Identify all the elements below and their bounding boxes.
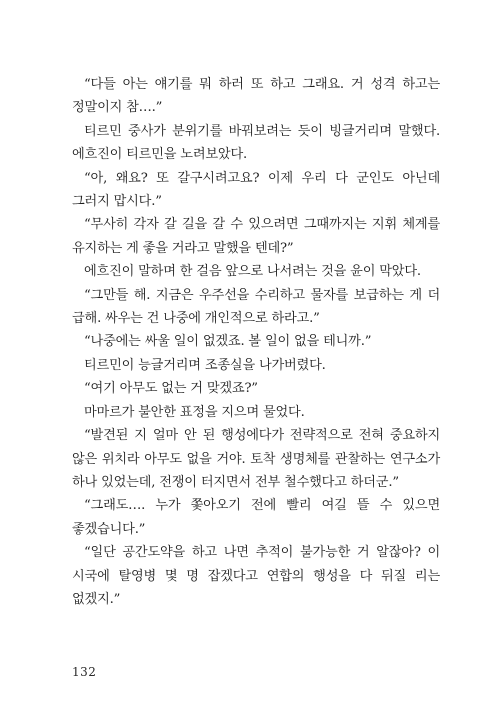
paragraph-10: 마마르가 불안한 표정을 지으며 물었다. [84,404,305,420]
paragraph-8: 티르민이 능글거리며 조종실을 나가버렸다. [84,357,326,373]
paragraph-7: “나중에는 싸울 일이 없겠죠. 볼 일이 없을 테니까.” [84,334,372,350]
page-number: 132 [72,665,97,679]
paragraph-13: “일단 공간도약을 하고 나면 추적이 불가능한 거 알잖아? 이 시국에 탈영병 몇 명 잡겠다고 연합의 행성을 다 뒤질 리는 없겠지.” [72,545,440,607]
paragraph-4: “무사히 각자 갈 길을 갈 수 있으려면 그때까지는 지휘 체계를 유지하는 게 좋을 거라고 말했을 텐데?” [72,217,440,256]
paragraph-9: “여기 아무도 없는 거 맞겠죠?” [84,381,258,397]
paragraph-1: “다들 아는 얘기를 뭐 하러 또 하고 그래요. 거 성격 하고는 정말이지 참….” [72,77,440,116]
paragraph-12: “그래도…. 누가 쫓아오기 전에 빨리 여길 뜰 수 있으면 좋겠습니다.” [72,498,440,537]
paragraph-11: “발견된 지 얼마 안 된 행성에다가 전략적으로 전혀 중요하지 않은 위치라 아무도 없을 거야. 토착 생명체를 관찰하는 연구소가 하나 있었는데, 전쟁이 터지면서 전부 철수했다고 하더군.” [72,428,440,490]
paragraph-2: 티르민 중사가 분위기를 바꿔보려는 듯이 빙글거리며 말했다. 에흐진이 티르민을 노려보았다. [72,123,440,163]
paragraph-5: 에흐진이 말하며 한 걸음 앞으로 나서려는 것을 윤이 막았다. [84,264,421,280]
paragraph-3: “아, 왜요? 또 갈구시려고요? 이제 우리 다 군인도 아닌데 그러지 맙시다.” [72,170,440,210]
body-text [72,73,440,611]
paragraph-6: “그만들 해. 지금은 우주선을 수리하고 물자를 보급하는 게 더 급해. 싸우는 건 나중에 개인적으로 하라고.” [72,287,440,327]
